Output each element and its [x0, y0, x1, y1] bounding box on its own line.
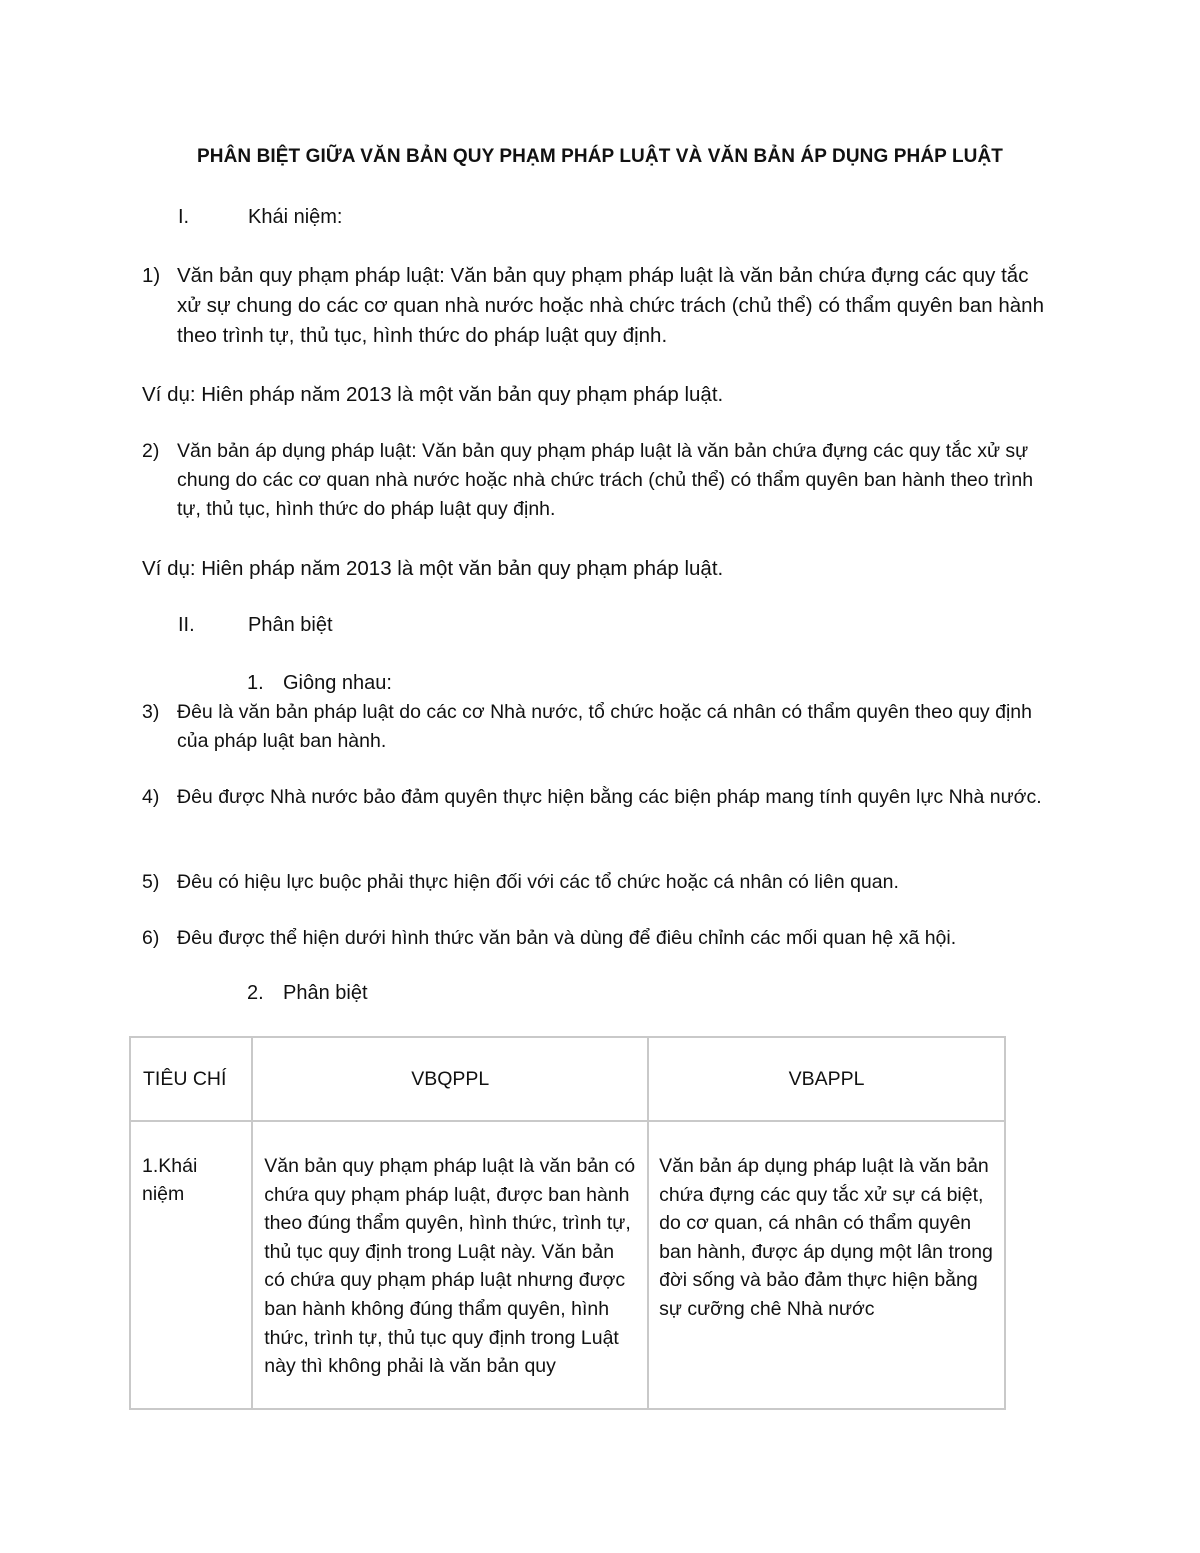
subsection-number: 1.	[247, 672, 264, 694]
list-item	[142, 261, 1062, 356]
table-row	[130, 1121, 1005, 1409]
section-number: II.	[178, 614, 195, 636]
example-text: Ví dụ: Hiên pháp năm 2013 là một văn bản quy phạm pháp luật.	[142, 383, 724, 406]
section-label: Phân biệt	[248, 614, 333, 636]
item-definition: Văn bản quy phạm pháp luật là văn bản chứa đựng các quy tắc xử sự chung do các cơ quan nhà nước hoặc nhà chức trách (chủ thể) có thẩm quyên ban hành theo trình tự, thủ tục, hình thức do pháp luật quy định.	[177, 264, 1044, 347]
item-text: Đêu là văn bản pháp luật do các cơ Nhà nước, tổ chức hoặc cá nhân có thẩm quyên theo quy định của pháp luật ban hành.	[177, 701, 1032, 752]
item-text: Đêu được thể hiện dưới hình thức văn bản và dùng để điêu chỉnh các mối quan hệ xã hội.	[177, 927, 957, 949]
item-number: 2)	[142, 440, 160, 462]
list-item	[142, 868, 1062, 898]
section-label: Khái niệm:	[248, 206, 343, 228]
cell-criterion: 1.Khái niệm	[130, 1121, 252, 1409]
list-item	[142, 924, 1062, 954]
item-definition: Văn bản quy phạm pháp luật là văn bản chứa đựng các quy tắc xử sự chung do các cơ quan nhà nước hoặc nhà chức trách (chủ thể) có thẩm quyên ban hành theo trình tự, thủ tục, hình thức do pháp luật quy định.	[177, 440, 1034, 520]
cell-vbappl: Văn bản áp dụng pháp luật là văn bản chứa đựng các quy tắc xử sự cá biệt, do cơ quan, cá nhân có thẩm quyên ban hành, được áp dụng một lân trong đời sống và bảo đảm thực hiện bằng sự cưỡng chê Nhà nước	[648, 1121, 1005, 1409]
header-cell-criterion: TIÊU CHÍ	[130, 1037, 252, 1121]
list-item	[142, 437, 1062, 527]
item-text	[177, 261, 1057, 351]
subsection-label: Giông nhau:	[283, 672, 392, 694]
comparison-table	[129, 1036, 1006, 1410]
example-text: Ví dụ: Hiên pháp năm 2013 là một văn bản quy phạm pháp luật.	[142, 557, 724, 580]
item-term: Văn bản áp dụng pháp luật:	[177, 440, 417, 462]
cell-vbqppl: Văn bản quy phạm pháp luật là văn bản có chứa quy phạm pháp luật, được ban hành theo đúng thẩm quyên, hình thức, trình tự, thủ tục quy định trong Luật này. Văn bản có chứa quy phạm pháp luật nhưng được ban hành không đúng thẩm quyên, hình thức, trình tự, thủ tục quy định trong Luật này thì không phải là văn bản quy	[252, 1121, 648, 1409]
item-text: Đêu được Nhà nước bảo đảm quyên thực hiện bằng các biện pháp mang tính quyên lực Nhà nước.	[177, 786, 1042, 808]
item-number: 4)	[142, 786, 160, 808]
table-header-row	[130, 1037, 1005, 1121]
header-cell-vbappl: VBAPPL	[648, 1037, 1005, 1121]
subsection-number: 2.	[247, 982, 264, 1004]
document-title: PHÂN BIỆT GIỮA VĂN BẢN QUY PHẠM PHÁP LUẬT VÀ VĂN BẢN ÁP DỤNG PHÁP LUẬT	[196, 146, 1004, 167]
subsection-label: Phân biệt	[283, 982, 368, 1004]
item-text	[177, 437, 1057, 524]
item-number: 5)	[142, 871, 160, 893]
item-term: Văn bản quy phạm pháp luật:	[177, 264, 445, 287]
list-item	[142, 783, 1062, 843]
list-item	[142, 698, 1062, 758]
item-text: Đêu có hiệu lực buộc phải thực hiện đối với các tổ chức hoặc cá nhân có liên quan.	[177, 871, 899, 893]
item-number: 6)	[142, 927, 160, 949]
header-cell-vbqppl: VBQPPL	[252, 1037, 648, 1121]
item-number: 1)	[142, 264, 161, 287]
section-number: I.	[178, 206, 190, 228]
item-number: 3)	[142, 701, 160, 723]
